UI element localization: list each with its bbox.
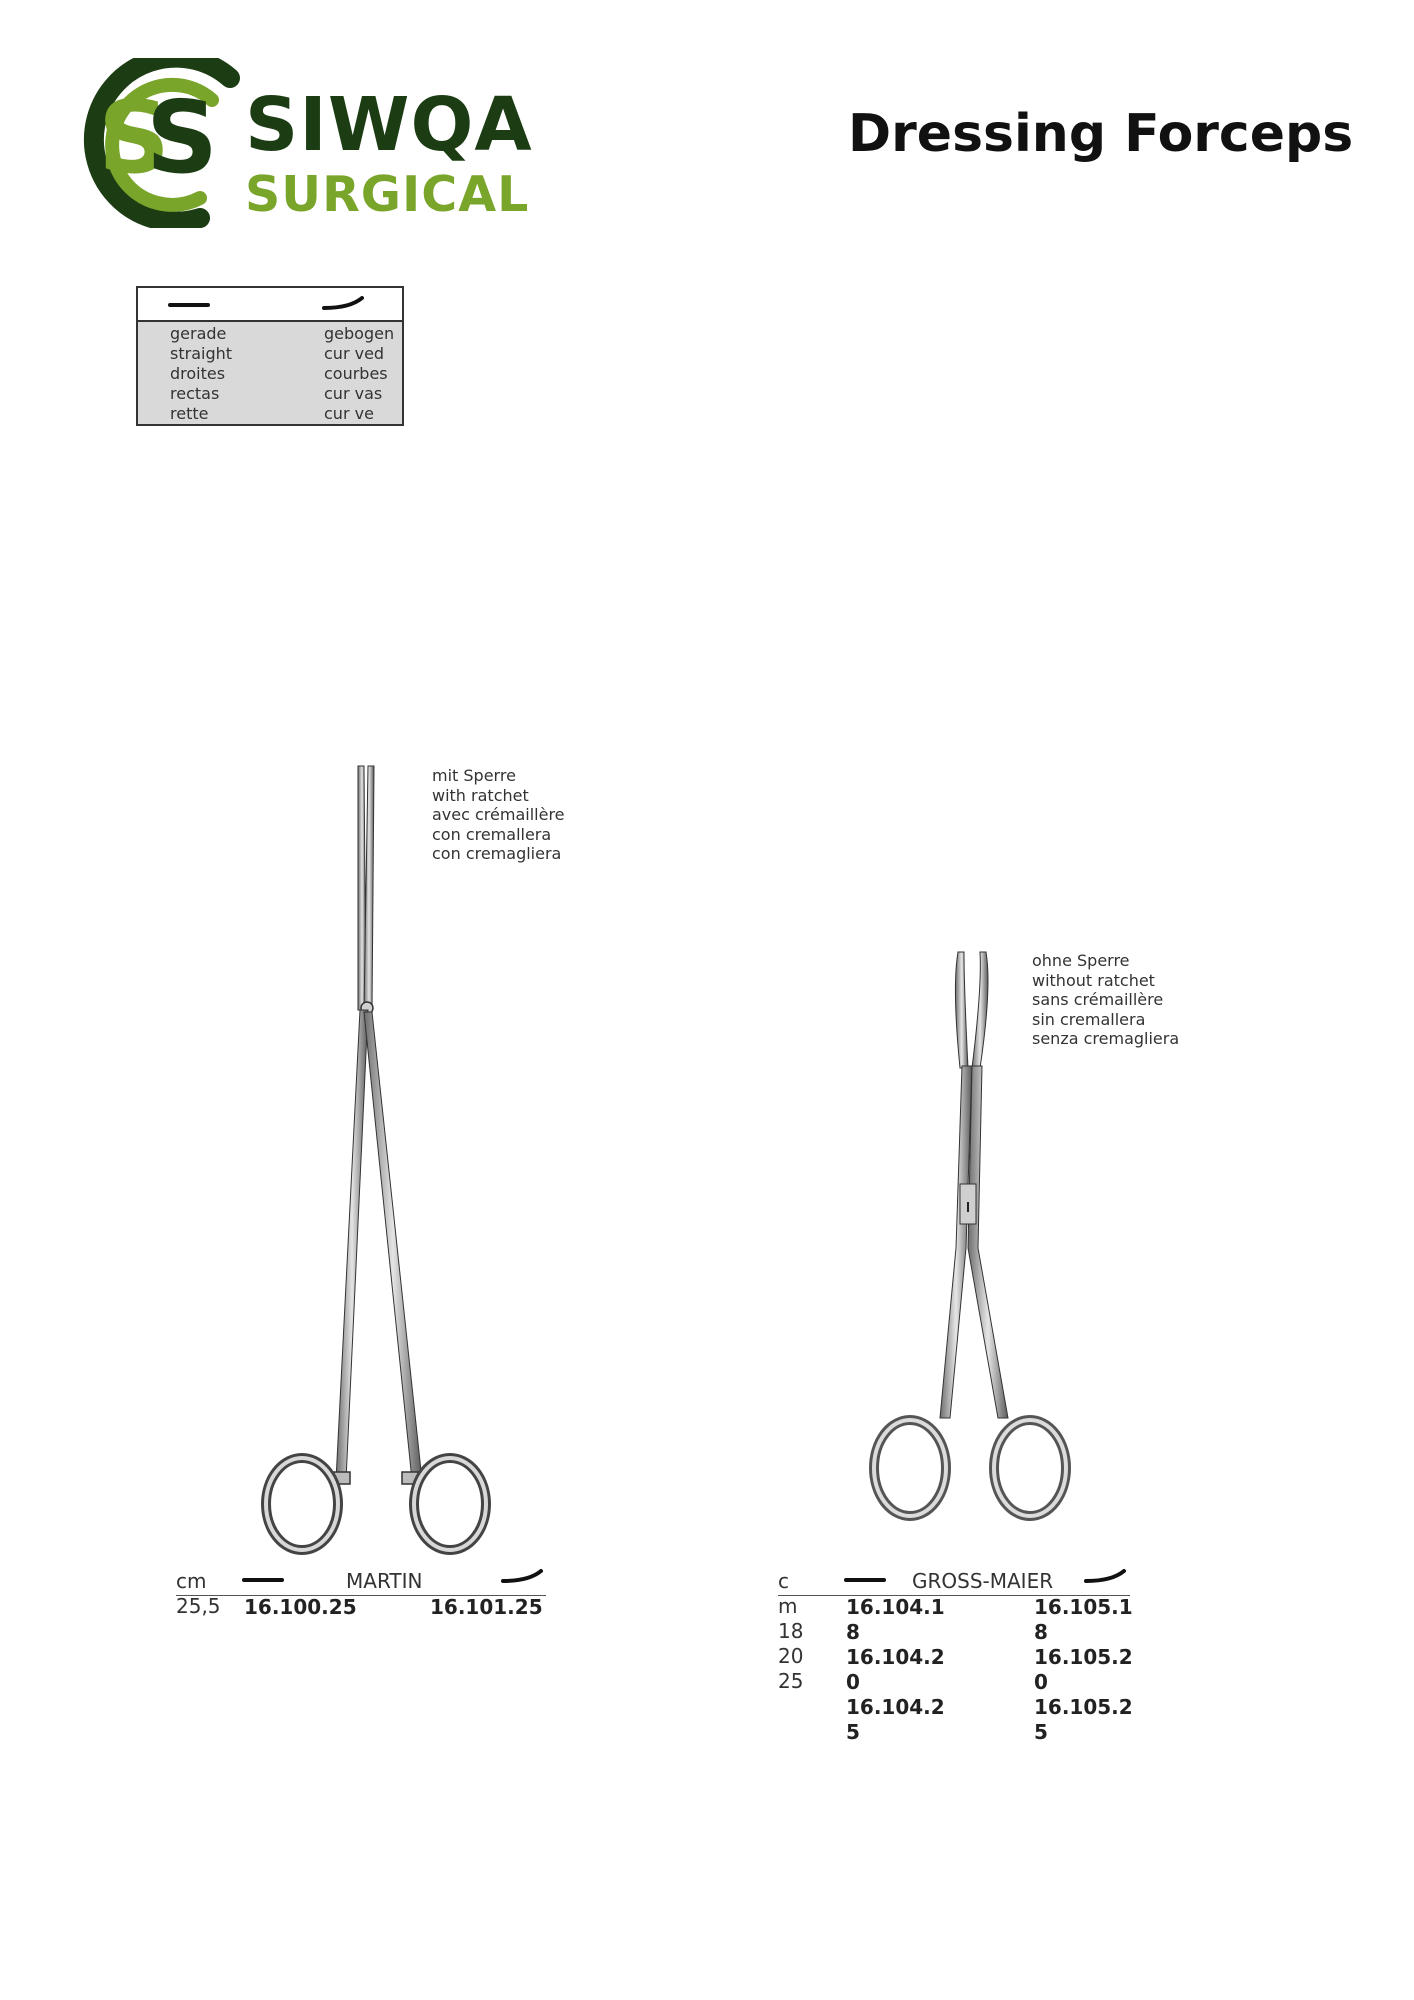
- note-line: with ratchet: [432, 785, 529, 805]
- legend-term: rectas: [170, 384, 220, 403]
- curved-codes: [1034, 1595, 1133, 1745]
- martin-forceps-image: [250, 760, 510, 1560]
- note-line: avec crémaillère: [432, 805, 565, 825]
- curved-code-part: 8: [1034, 1620, 1048, 1644]
- legend-term: gerade: [170, 324, 227, 343]
- gross-maier-table: [778, 1565, 1134, 1745]
- logo-monogram-1: S: [98, 79, 141, 196]
- legend-term: courbes: [324, 364, 388, 383]
- straight-code-part: 5: [846, 1720, 860, 1744]
- brand-name-line1: SIWQA: [245, 82, 533, 168]
- product-name: GROSS-MAIER: [912, 1569, 1054, 1593]
- note-line: senza cremagliera: [1032, 1029, 1180, 1049]
- product-name: MARTIN: [346, 1569, 423, 1593]
- legend-term: cur vas: [324, 384, 383, 403]
- martin-table: [176, 1565, 546, 1625]
- straight-blade-icon: [242, 1573, 286, 1587]
- note-line: mit Sperre: [432, 766, 516, 785]
- straight-code-part: 16.104.1: [846, 1595, 945, 1619]
- size-cell: 18: [778, 1619, 804, 1643]
- straight-blade-icon: [168, 300, 210, 310]
- martin-ratchet-note: [432, 766, 565, 864]
- curved-code-part: 16.105.1: [1034, 1595, 1133, 1619]
- note-line: sans crémaillère: [1032, 990, 1164, 1010]
- gross-maier-ratchet-note: [1032, 951, 1179, 1049]
- curved-blade-icon: [322, 294, 366, 312]
- note-line: con cremagliera: [432, 844, 562, 864]
- legend-term: droites: [170, 364, 226, 383]
- unit-label: m: [778, 1594, 798, 1618]
- legend-straight-terms: [170, 324, 232, 424]
- brand-name-line2: SURGICAL: [245, 166, 530, 223]
- note-line: sin cremallera: [1032, 1009, 1146, 1029]
- legend-curved-terms: [324, 324, 394, 424]
- curved-blade-icon: [501, 1567, 545, 1585]
- legend-term: gebogen: [324, 324, 395, 343]
- curved-code-part: 0: [1034, 1670, 1048, 1694]
- note-line: con cremallera: [432, 824, 552, 844]
- legend-term: cur ved: [324, 344, 385, 363]
- logo-monogram-2: S: [146, 79, 219, 196]
- size-cell: 25,5: [176, 1594, 221, 1618]
- curved-code-part: 16.105.2: [1034, 1645, 1133, 1669]
- legend-term: rette: [170, 404, 209, 423]
- legend-term: cur ve: [324, 404, 374, 423]
- size-cell: 20: [778, 1644, 804, 1668]
- legend-term: straight: [170, 344, 233, 363]
- straight-codes: [846, 1595, 945, 1745]
- page-title: Dressing Forceps: [848, 104, 1354, 164]
- note-line: without ratchet: [1032, 970, 1155, 990]
- straight-code-part: 8: [846, 1620, 860, 1644]
- curved-blade-icon: [1084, 1567, 1128, 1585]
- straight-blade-icon: [844, 1573, 888, 1587]
- shape-legend: [136, 286, 404, 426]
- unit-label: cm: [176, 1569, 207, 1593]
- straight-code-part: 16.104.2: [846, 1645, 945, 1669]
- unit-label: c: [778, 1569, 789, 1593]
- curved-code-part: 16.105.2: [1034, 1695, 1133, 1719]
- straight-code-part: 16.104.2: [846, 1695, 945, 1719]
- curved-code: 16.101.25: [430, 1595, 543, 1619]
- curved-code-part: 5: [1034, 1720, 1048, 1744]
- note-line: ohne Sperre: [1032, 951, 1130, 970]
- legend-icons-row: [138, 288, 402, 322]
- straight-code-part: 0: [846, 1670, 860, 1694]
- size-cell: 25: [778, 1669, 804, 1693]
- straight-code: 16.100.25: [244, 1595, 357, 1619]
